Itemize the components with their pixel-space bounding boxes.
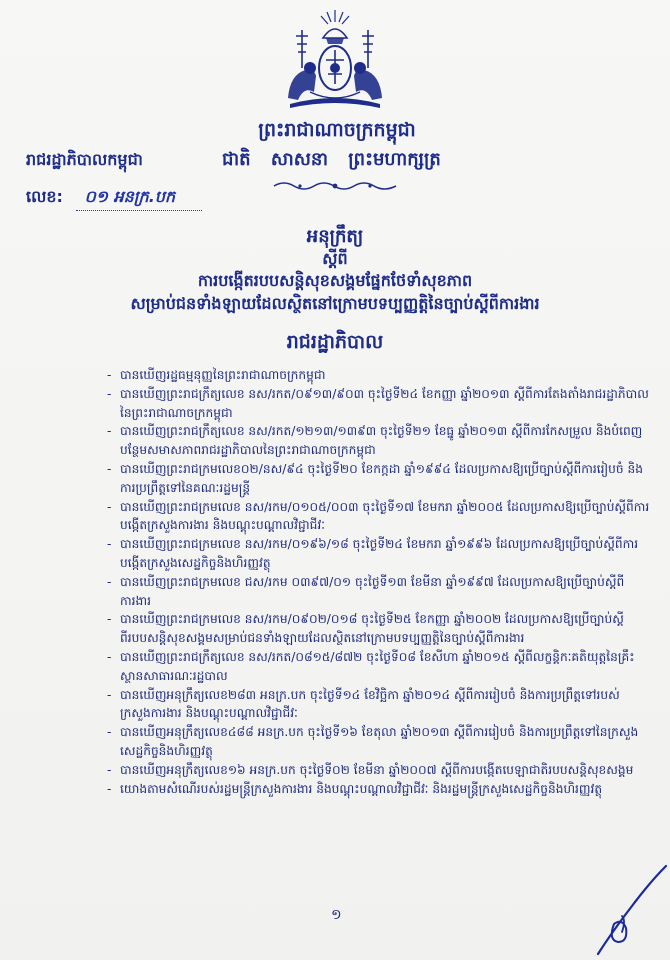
motto-king: ព្រះមហាក្សត្រ (348, 149, 441, 170)
list-item: - បានឃើញព្រះរាជក្រមលេខ នស/រកម/០១៩៦/១៨ ចុះថ្ងៃទី២៤ ខែមករា ឆ្នាំ១៩៩៦ ដែលប្រកាសឱ្យប្រើច្បាប់ស្តីពីការបង្កើតក្រសួងសេដ្ឋកិច្ចនិងហិរញ្ញវត្ថុ (110, 535, 650, 573)
list-item: - បានឃើញព្រះរាជក្រមលេខ ជស/រកម ០៣៩៧/០១ ចុះថ្ងៃទី១៣ ខែមីនា ឆ្នាំ១៩៩៧ ដែលប្រកាសឱ្យប្រើច្បាប់ស្តីពីការងារ (110, 573, 650, 611)
list-item: - បានឃើញអនុក្រឹត្យលេខ១៦ អនក្រ.បក ចុះថ្ងៃទី០២ ខែមីនា ឆ្នាំ២០០៧ ស្តីពីការបង្កើតបេឡាជាតិរបបសន្តិសុខសង្គម (110, 761, 650, 780)
motto-religion: សាសនា (270, 149, 328, 170)
subject-line-2: សម្រាប់ជនទាំងឡាយដែលស្ថិតនៅក្រោមបទប្បញ្ញត្តិនៃច្បាប់ស្តីពីការងារ (130, 294, 540, 313)
list-item: - បានឃើញព្រះរាជក្រមលេខ នស/រកម/០៩០២/០១៨ ចុះថ្ងៃទី២៥ ខែកញ្ញា ឆ្នាំ២០០២ ដែលប្រកាសឱ្យប្រើច្បាប់ស្តីពីរបបសន្តិសុខសង្គមសម្រាប់ជនទាំងឡាយដែលស្ថិតនៅក្រោមបទប្បញ្ញត្តិនៃច្បាប់ស្តីពីការងារ (110, 610, 650, 648)
subject-line-1: ការបង្កើតរបបសន្តិសុខសង្គមផ្នែកថែទាំសុខភាព (197, 271, 473, 290)
decorative-divider-ornament (270, 179, 400, 193)
handwritten-initial-signature (592, 862, 670, 960)
kingdom-heading: ព្រះរាជាណាចក្រកម្ពុជា (258, 119, 416, 141)
reference-value: ០១ អនក្រ.បក (76, 186, 202, 211)
about-label: ស្តីពី (322, 249, 348, 268)
list-item: - បានឃើញព្រះរាជក្រឹត្យលេខ នស/រកត/០៩១៣/៩០៣ ចុះថ្ងៃទី២៤ ខែកញ្ញា ឆ្នាំ២០១៣ ស្តីពីការតែងតាំងរាជរដ្ឋាភិបាលនៃព្រះរាជាណាចក្រកម្ពុជា (110, 385, 650, 423)
royal-coat-of-arms-emblem (280, 8, 390, 113)
issuer-heading: រាជរដ្ឋាភិបាល (286, 331, 384, 353)
page-number: ១ (331, 907, 342, 923)
list-item: - បានឃើញរដ្ឋធម្មនុញ្ញនៃព្រះរាជាណាចក្រកម្ពុជា (110, 366, 650, 385)
list-item: - បានឃើញព្រះរាជក្រមលេខ នស/រកម/០១០៥/០០៣ ចុះថ្ងៃទី១៧ ខែមករា ឆ្នាំ២០០៥ ដែលប្រកាសឱ្យប្រើច្បាប់ស្តីពីការបង្កើតក្រសួងការងារ និងបណ្តុះបណ្តាលវិជ្ជាជីវៈ (110, 498, 650, 536)
list-item: - បានឃើញអនុក្រឹត្យលេខ២៨៣ អនក្រ.បក ចុះថ្ងៃទី១៤ ខែវិច្ឆិកា ឆ្នាំ២០១៤ ស្តីពីការរៀបចំ និងការប្រព្រឹត្តទៅរបស់ក្រសួងការងារ និងបណ្តុះបណ្តាលវិជ្ជាជីវៈ (110, 686, 650, 724)
list-item: - បានឃើញព្រះរាជក្រមលេខ០២/នស/៩៤ ចុះថ្ងៃទី២០ ខែកក្កដា ឆ្នាំ១៩៩៤ ដែលប្រកាសឱ្យប្រើច្បាប់ស្តីពីការរៀបចំ និងការប្រព្រឹត្តទៅនៃគណៈរដ្ឋមន្ត្រី (110, 460, 650, 498)
reference-number (26, 186, 202, 211)
motto-nation: ជាតិ (222, 149, 251, 170)
document-type-title: អនុក្រឹត្យ (306, 226, 364, 247)
reference-label: លេខ: (26, 187, 63, 206)
legal-references-list (110, 366, 650, 798)
list-item: - យោងតាមសំណើរបស់រដ្ឋមន្ត្រីក្រសួងការងារ និងបណ្តុះបណ្តាលវិជ្ជាជីវៈ និងរដ្ឋមន្ត្រីក្រសួងសេដ្ឋកិច្ចនិងហិរញ្ញវត្ថុ (110, 780, 650, 799)
list-item: - បានឃើញព្រះរាជក្រឹត្យលេខ នស/រកត/០៨១៥/៨៧២ ចុះថ្ងៃទី០៨ ខែសីហា ឆ្នាំ២០១៥ ស្តីពីលក្ខន្តិកៈគតិយុត្តនៃគ្រឹះស្ថានសាធារណៈរដ្ឋបាល (110, 648, 650, 686)
list-item: - បានឃើញអនុក្រឹត្យលេខ៤៨៨ អនក្រ.បក ចុះថ្ងៃទី១៦ ខែតុលា ឆ្នាំ២០១៣ ស្តីពីការរៀបចំ និងការប្រព្រឹត្តទៅនៃក្រសួងសេដ្ឋកិច្ចនិងហិរញ្ញវត្ថុ (110, 723, 650, 761)
list-item: - បានឃើញព្រះរាជក្រឹត្យលេខ នស/រកត/១២១៣/១៣៩៣ ចុះថ្ងៃទី២១ ខែធ្នូ ឆ្នាំ២០១៣ ស្តីពីការកែសម្រួល និងបំពេញបន្ថែមសមាសភាពរាជរដ្ឋាភិបាលនៃព្រះរាជាណាចក្រកម្ពុជា (110, 422, 650, 460)
government-heading: រាជរដ្ឋាភិបាលកម្ពុជា (26, 150, 143, 169)
national-motto (222, 147, 441, 174)
